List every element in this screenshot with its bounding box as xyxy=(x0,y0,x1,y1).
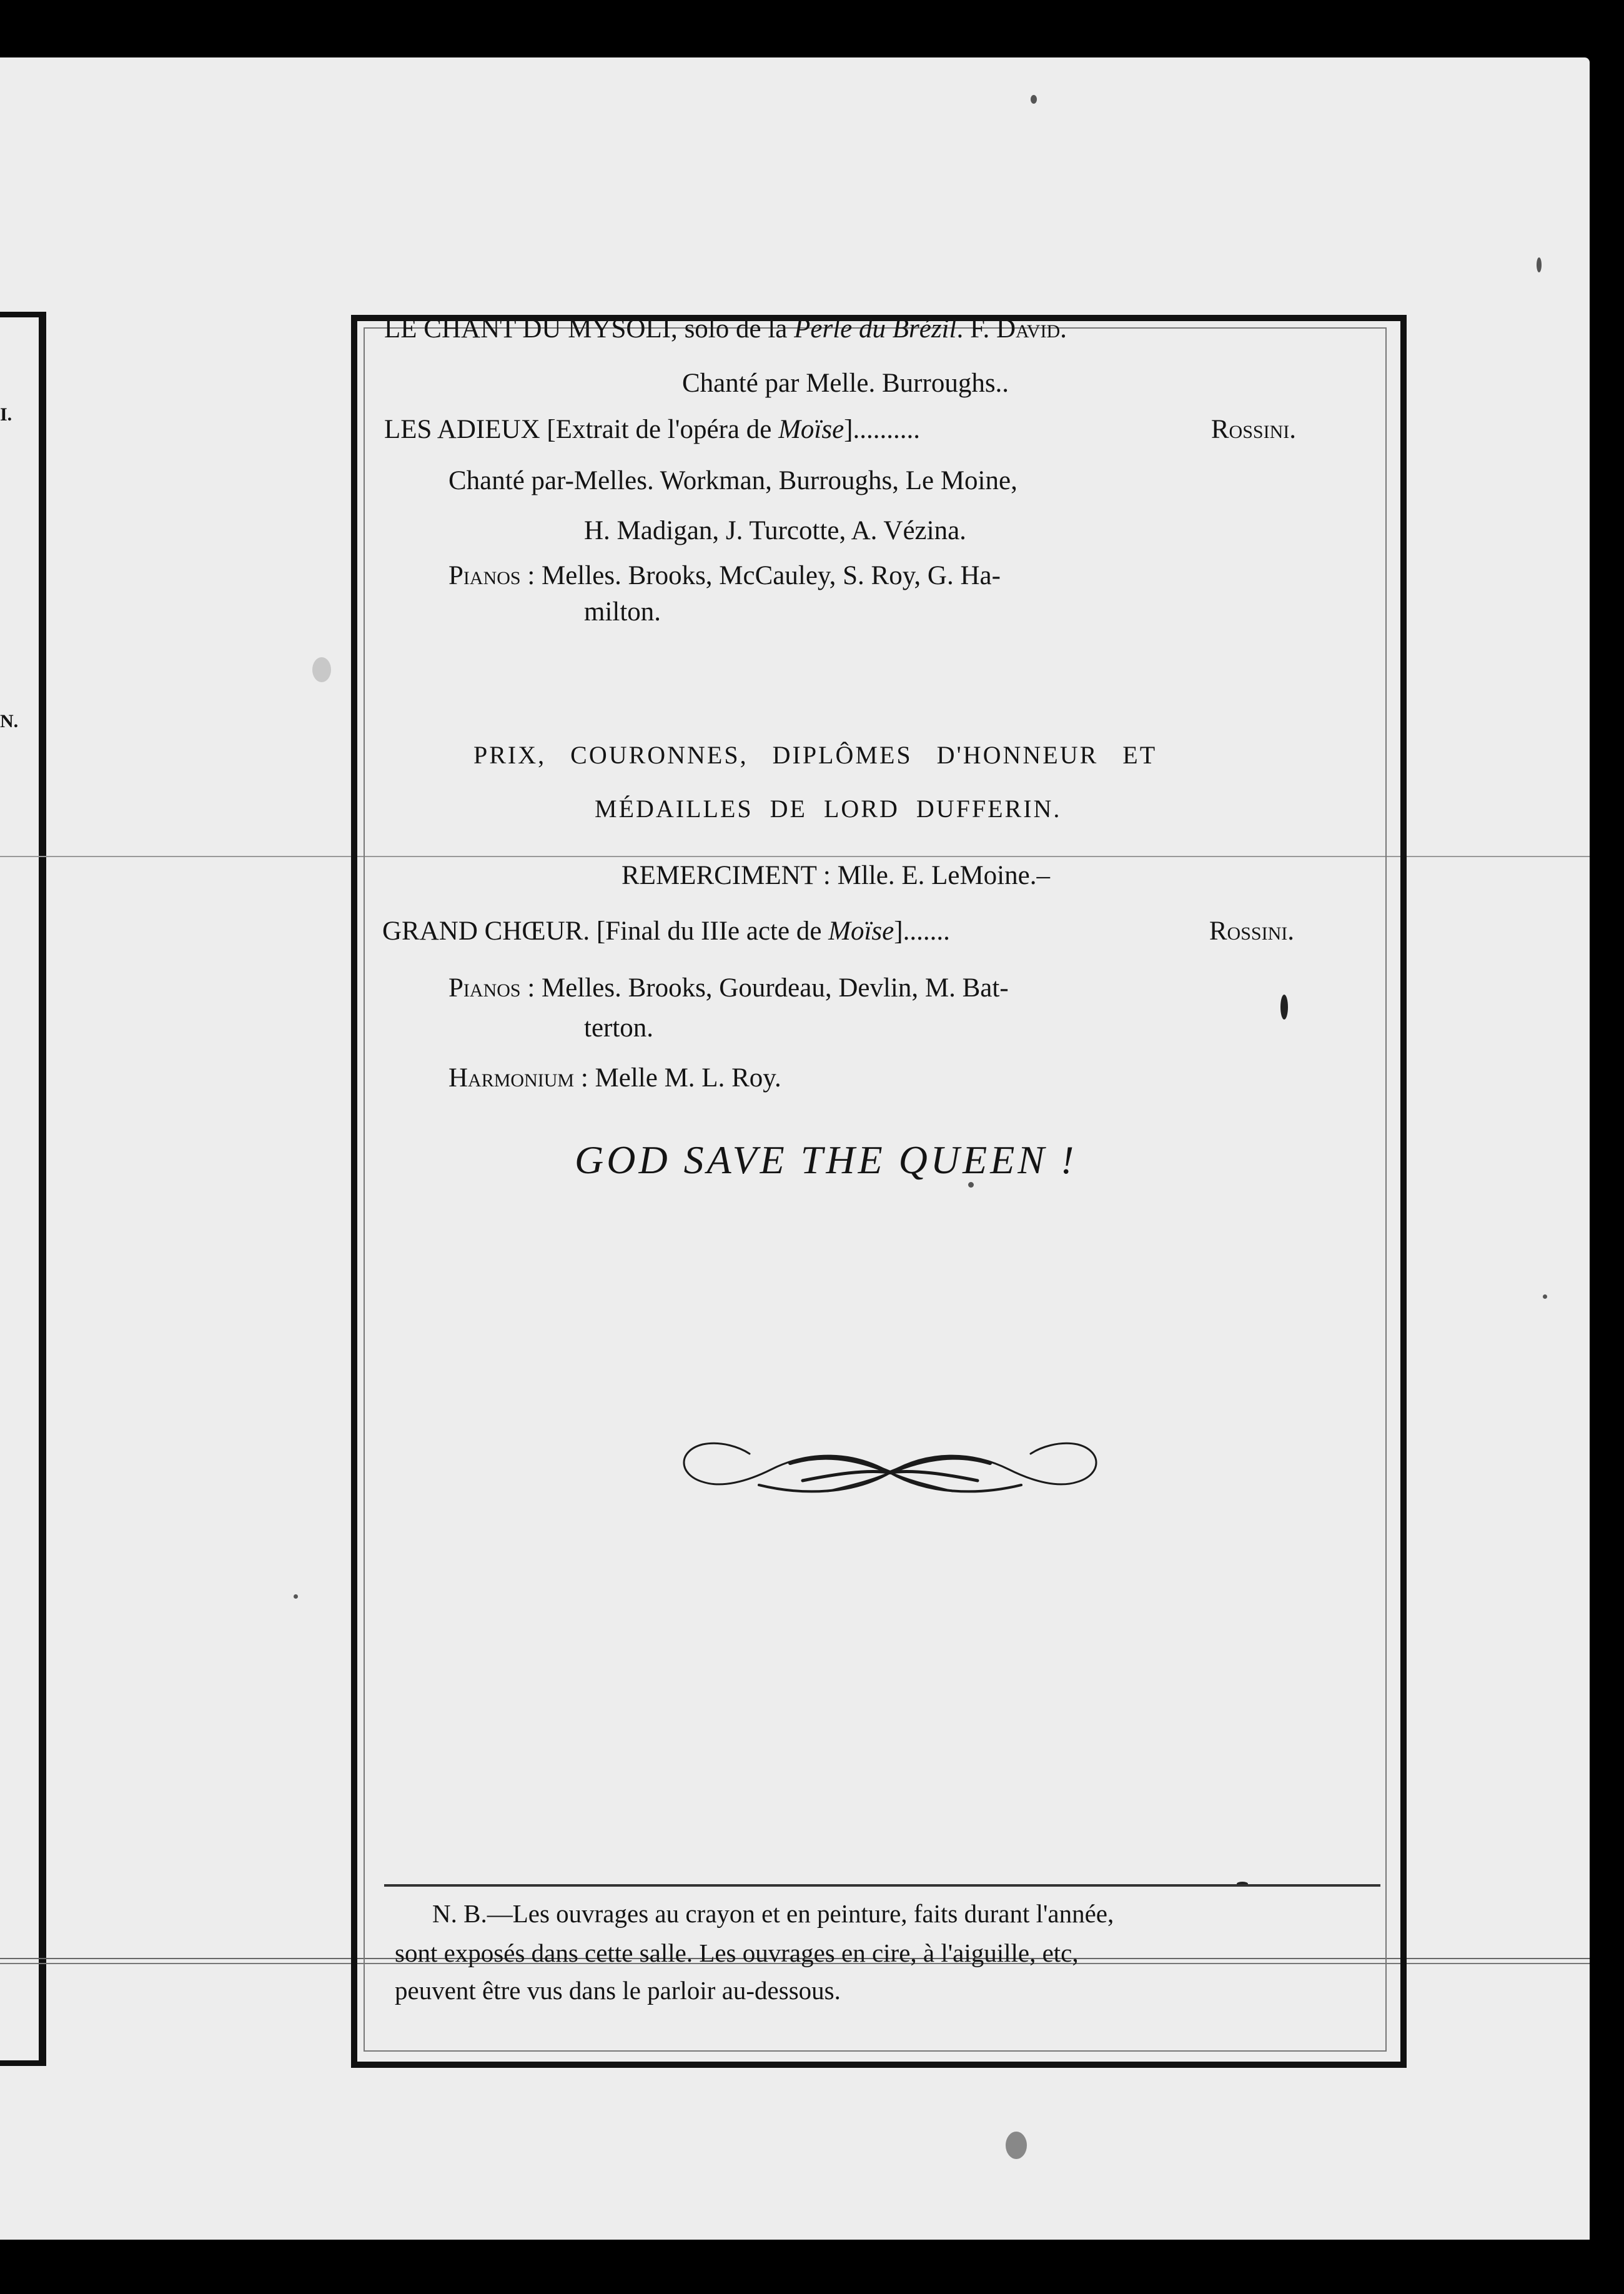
prix-line: PRIX, COURONNES, DIPLÔMES D'HONNEUR ET xyxy=(473,741,1157,769)
harmonium-line xyxy=(448,1065,781,1091)
flourish-ornament xyxy=(665,1426,1115,1519)
remerciment-line: REMERCIMENT : Mlle. E. LeMoine.– xyxy=(621,861,1050,890)
item-description: [Final du IIIe acte de xyxy=(590,916,829,946)
composer-name: F. David. xyxy=(969,314,1067,344)
composer-name: Rossini. xyxy=(1209,916,1294,946)
work-title: Moïse xyxy=(828,916,894,946)
note-rule xyxy=(384,1884,1380,1887)
scan-speck xyxy=(1537,257,1542,272)
harmonium-label: Harmonium xyxy=(448,1063,575,1093)
scan-speck xyxy=(1006,2132,1027,2159)
anthem-line: GOD SAVE THE QUEEN ! xyxy=(575,1138,1077,1182)
item-description: solo de la xyxy=(677,314,795,344)
composer-name: Rossini. xyxy=(1211,415,1296,444)
prix-line: MÉDAILLES DE LORD DUFFERIN. xyxy=(595,795,1062,823)
item-title: LES ADIEUX xyxy=(384,415,540,444)
scan-speck xyxy=(312,657,331,682)
pianos-line-continued: milton. xyxy=(584,597,661,627)
work-title: Perle du Brézil xyxy=(794,314,957,344)
pianos-performers: : Melles. Brooks, McCauley, S. Roy, G. Ha- xyxy=(520,561,1001,590)
item-description-end: ]....... xyxy=(894,916,950,946)
program-item-adieux xyxy=(384,416,1296,443)
scan-speck xyxy=(1543,1294,1547,1299)
work-title: Moïse xyxy=(778,415,844,444)
program-item-grand-choeur xyxy=(382,918,1294,945)
note-line: peuvent être vus dans le parloir au-dessous. xyxy=(395,1976,841,2005)
pianos-line xyxy=(448,562,1001,589)
scanned-page xyxy=(0,57,1590,2240)
item-description-end: ].......... xyxy=(844,415,920,444)
pianos-line xyxy=(448,975,1009,1001)
singer-line: Chanté par Melle. Burroughs.. xyxy=(682,369,1009,398)
item-dot: . xyxy=(956,314,964,344)
scan-speck xyxy=(1031,95,1037,104)
note-line: N. B.—Les ouvrages au crayon et en peinture, faits durant l'année, xyxy=(432,1899,1114,1928)
item-title: GRAND CHŒUR. xyxy=(382,916,590,946)
item-description: [Extrait de l'opéra de xyxy=(540,415,779,444)
harmonium-performer: : Melle M. L. Roy. xyxy=(574,1063,781,1093)
pianos-line-continued: terton. xyxy=(584,1013,654,1043)
pianos-performers: : Melles. Brooks, Gourdeau, Devlin, M. Bat- xyxy=(520,973,1009,1003)
previous-page-fragment: I. xyxy=(0,404,12,425)
previous-page-border xyxy=(0,312,46,2066)
program-item-chant-mysoli xyxy=(384,315,1067,342)
item-title: LE CHANT DU MYSOLI, xyxy=(384,314,678,344)
pianos-label: Pianos xyxy=(448,973,521,1003)
singers-line: Chanté par-Melles. Workman, Burroughs, Le Moine, xyxy=(448,466,1017,495)
previous-page-fragment: N. xyxy=(0,711,19,732)
scan-speck xyxy=(294,1594,298,1599)
note-line: sont exposés dans cette salle. Les ouvrages en cire, à l'aiguille, etc, xyxy=(395,1939,1079,1967)
singers-line: H. Madigan, J. Turcotte, A. Vézina. xyxy=(584,516,966,545)
pianos-label: Pianos xyxy=(448,561,521,590)
